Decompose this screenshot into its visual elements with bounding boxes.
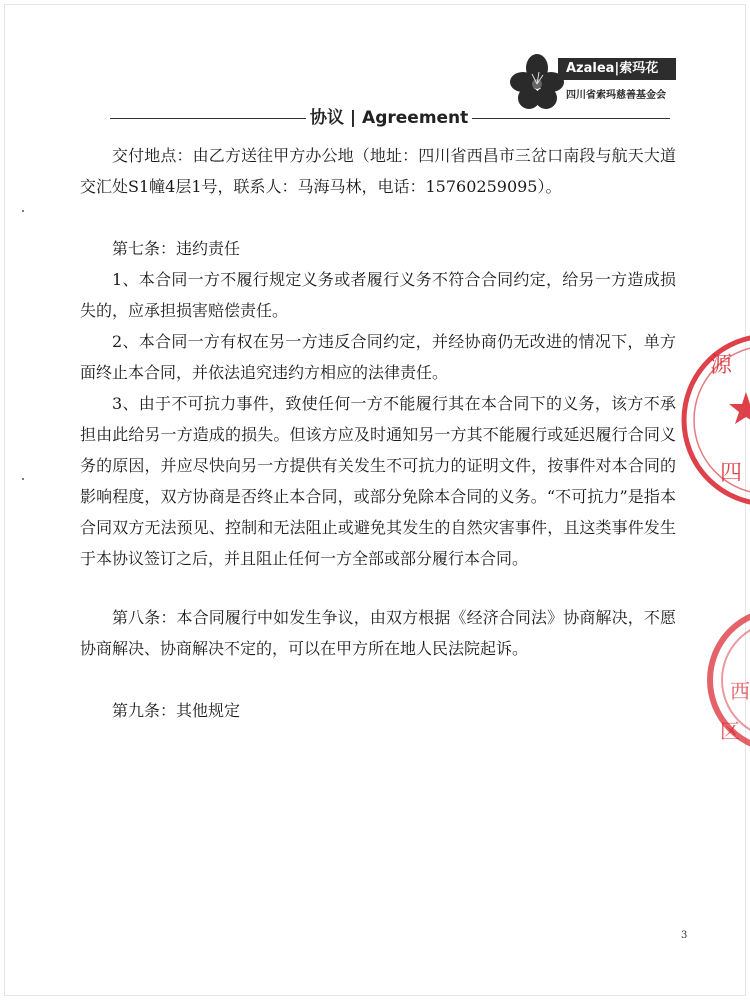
article-7-clause-2: 2、本合同一方有权在另一方违反合同约定，并经协商仍无改进的情况下，单方面终止本合同，并依法追究违约方相应的法律责任。 bbox=[80, 332, 676, 382]
logo-organization-name: 四川省索玛慈善基金会 bbox=[566, 90, 666, 101]
document-header-title: 协议 | Agreement bbox=[306, 103, 472, 128]
scan-mark bbox=[22, 478, 24, 480]
document-body bbox=[80, 140, 676, 726]
article-8-paragraph: 第八条：本合同履行中如发生争议，由双方根据《经济合同法》协商解决，不愿协商解决、协商解决不定的，可以在甲方所在地人民法院起诉。 bbox=[80, 608, 676, 658]
article-7-clause-1: 1、本合同一方不履行规定义务或者履行义务不符合合同约定，给另一方造成损失的，应承担损害赔偿责任。 bbox=[80, 270, 676, 320]
stamp-char: 区 bbox=[720, 719, 740, 743]
stamp-char: 四 bbox=[720, 461, 743, 486]
page-number: 3 bbox=[681, 930, 688, 941]
red-seal-stamp bbox=[668, 330, 750, 510]
stamp-char: 西 bbox=[730, 679, 750, 703]
scan-mark bbox=[22, 210, 24, 212]
logo-brand-text: Azalea|索玛花 bbox=[558, 58, 676, 80]
article-7-clause-3: 3、由于不可抗力事件，致使任何一方不能履行其在本合同下的义务，该方不承担由此给另一方造成的损失。但该方应及时通知另一方其不能履行或延迟履行合同义务的原因，并应尽快向另一方提供有关发生不可抗力的证明文件，按事件对本合同的影响程度，双方协商是否终止本合同，或部分免除本合同的义务。“不可抗力”是指本合同双方无法预见、控制和无法阻止或避免其发生的自然灾害事件，且这类事件发生于本协议签订之后，并且阻止任何一方全部或部分履行本合同。 bbox=[80, 394, 676, 568]
stamp-char: 源 bbox=[710, 353, 733, 378]
article-7-heading: 第七条：违约责任 bbox=[112, 239, 241, 258]
foundation-logo bbox=[508, 52, 684, 114]
red-seal-stamp-partial bbox=[680, 610, 750, 750]
delivery-location-paragraph: 交付地点：由乙方送往甲方办公地（地址：四川省西昌市三岔口南段与航天大道交汇处S1幢4层1号，联系人：马海马林，电话：15760259095）。 bbox=[80, 146, 676, 196]
article-9-heading: 第九条：其他规定 bbox=[112, 701, 241, 720]
